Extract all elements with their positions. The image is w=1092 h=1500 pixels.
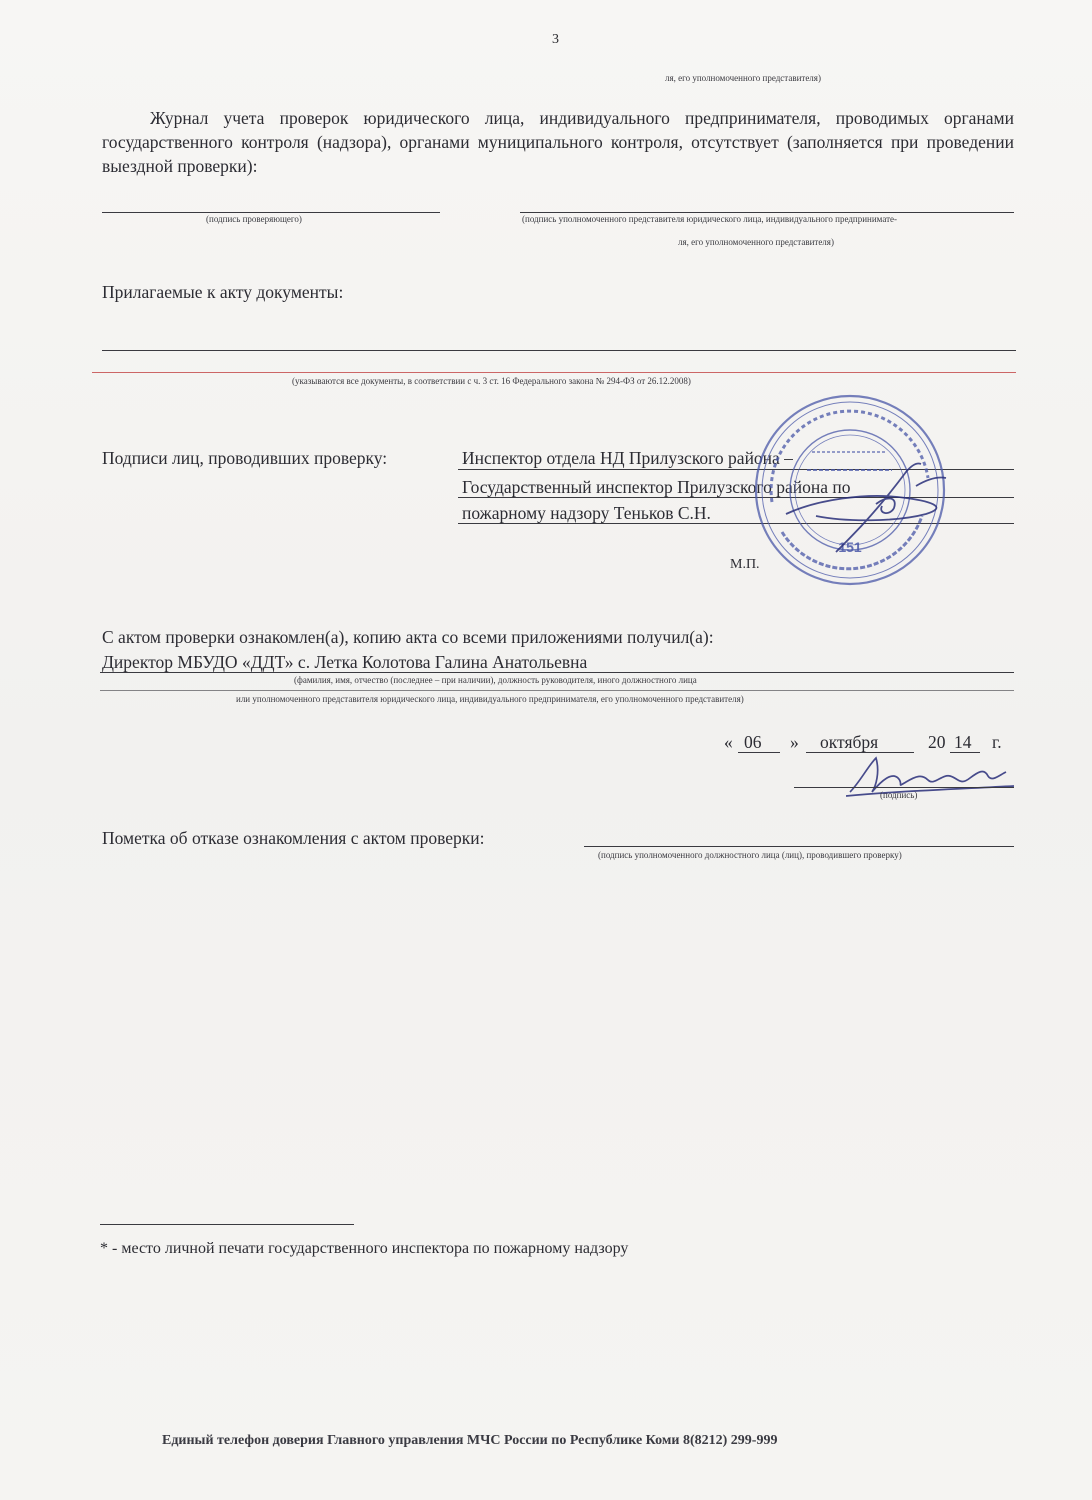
acquainted-line: С актом проверки ознакомлен(а), копию акта со всеми приложениями получил(а): (102, 627, 714, 647)
inspector-line-3: пожарному надзору Теньков С.Н. (462, 503, 711, 523)
stamp-number: 151 (838, 539, 862, 555)
representative-signature-line (520, 212, 1014, 213)
inspector-line-1: Инспектор отдела НД Прилузского района – (462, 448, 793, 468)
mp-label: М.П. (730, 557, 760, 572)
attached-documents-label: Прилагаемые к акту документы: (102, 282, 344, 302)
director-underline (100, 672, 1014, 673)
refusal-underline (584, 846, 1014, 847)
page-number: 3 (552, 32, 559, 47)
director-underline-2 (100, 690, 1014, 691)
director-line: Директор МБУДО «ДДТ» с. Летка Колотова Галина Анатольевна (102, 652, 588, 672)
representative-signature-caption-2: ля, его уполномоченного представителя) (678, 237, 834, 247)
footer-hotline: Единый телефон доверия Главного управления МЧС России по Республике Коми 8(8212) 299-999 (162, 1433, 778, 1448)
footnote: * - место личной печати государственного инспектора по пожарному надзору (100, 1240, 629, 1257)
date-day-underline (738, 752, 780, 753)
inspector-signature-line (102, 212, 440, 213)
inspector-line-2: Государственный инспектор Прилузского района по (462, 477, 851, 497)
inspector-signature-caption: (подпись проверяющего) (206, 214, 302, 224)
inspector-signature-icon (776, 452, 956, 562)
date-year-prefix: 20 (928, 732, 946, 752)
journal-paragraph: Журнал учета проверок юридического лица, индивидуального предпринимателя, проводимых органами государственного контроля (надзора), органами муниципального контроля, отсутствует (заполняется при проведении выездной проверки): (102, 108, 1014, 176)
footnote-separator (100, 1224, 354, 1225)
representative-signature-caption-1: (подпись уполномоченного представителя юридического лица, индивидуального предпринимате- (522, 214, 898, 224)
date-year-mark: г. (992, 732, 1002, 752)
refusal-caption: (подпись уполномоченного должностного лица (лиц), проводившего проверку) (598, 850, 902, 860)
date-day: 06 (744, 732, 762, 752)
director-caption-1: (фамилия, имя, отчество (последнее – при наличии), должность руководителя, иного должностного лица (294, 675, 697, 685)
attached-documents-line-2 (92, 372, 1016, 373)
director-signature-icon (846, 752, 1016, 800)
signature-caption: (подпись) (880, 790, 918, 800)
director-caption-2: или уполномоченного представителя юридического лица, индивидуального предпринимателя, его уполномоченного представителя) (236, 694, 744, 704)
top-caption: ля, его уполномоченного представителя) (665, 73, 821, 83)
signatures-label: Подписи лиц, проводивших проверку: (102, 448, 388, 468)
attached-documents-line-1 (102, 350, 1016, 351)
date-year-suffix: 14 (954, 732, 972, 752)
date-close-quote: » (790, 732, 799, 752)
attached-documents-caption: (указываются все документы, в соответствии с ч. 3 ст. 16 Федерального закона № 294-ФЗ от 26.12.2008) (292, 376, 691, 386)
director-signature-line (794, 787, 1014, 788)
date-month: октября (820, 732, 879, 752)
refusal-label: Пометка об отказе ознакомления с актом проверки: (102, 828, 485, 848)
date-open-quote: « (724, 732, 733, 752)
